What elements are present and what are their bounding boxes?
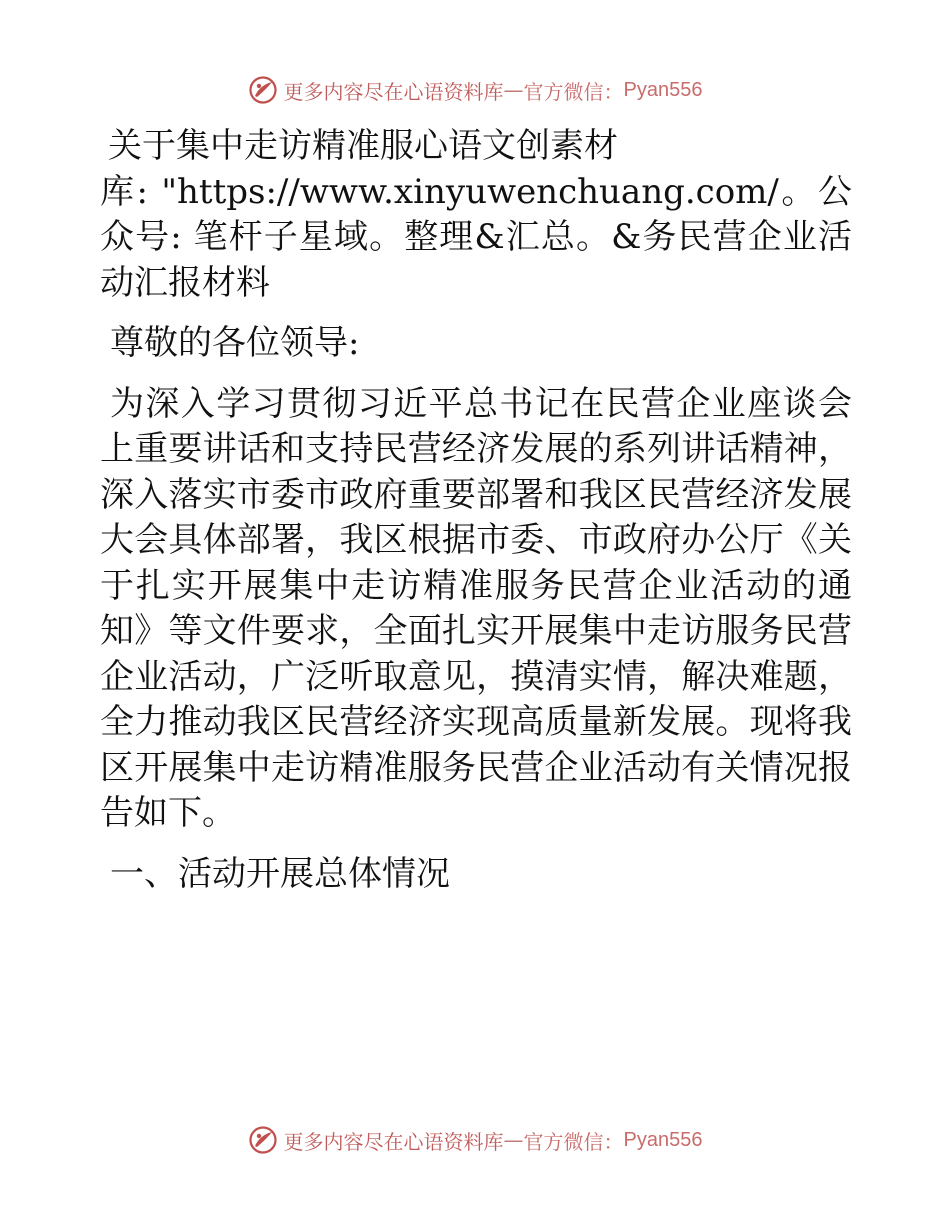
banner-wechat-label: 官方微信：	[523, 1129, 624, 1154]
salutation: 尊敬的各位领导:	[110, 323, 360, 363]
title-line-1: 关于集中走访精准服心语文创素材	[108, 126, 618, 166]
banner-wechat-label: 官方微信：	[523, 79, 624, 104]
logo-icon	[248, 1125, 278, 1155]
document-title	[100, 124, 852, 306]
footer-watermark-banner	[0, 1120, 950, 1160]
banner-text: 更多内容尽在心语资料库	[283, 1129, 504, 1154]
banner-text: 更多内容尽在心语资料库	[283, 79, 504, 104]
header-watermark-banner	[0, 70, 950, 110]
banner-wechat-id: Pyan556	[623, 1128, 703, 1151]
title-continuation: 库: "https://www.xinyuwenchuang.com/。公众号: 笔杆子星域。整理&汇总。&务民营企业活动汇报材料	[100, 171, 852, 303]
banner-dash: —	[503, 1128, 524, 1152]
banner-dash: —	[503, 78, 524, 102]
document-body	[100, 124, 852, 912]
section-heading-1: 一、活动开展总体情况	[110, 853, 450, 894]
logo-icon	[248, 75, 278, 105]
banner-wechat-id: Pyan556	[623, 78, 703, 101]
intro-paragraph: 为深入学习贯彻习近平总书记在民营企业座谈会上重要讲话和支持民营经济发展的系列讲话精神，深入落实市委市政府重要部署和我区民营经济发展大会具体部署，我区根据市委、市政府办公厅《关于扎实开展集中走访精准服务民营企业活动的通知》等文件要求，全面扎实开展集中走访服务民营企业活动，广泛听取意见，摸清实情，解决难题，全力推动我区民营经济实现高质量新发展。现将我区开展集中走访精准服务民营企业活动有关情况报告如下。	[100, 383, 852, 833]
